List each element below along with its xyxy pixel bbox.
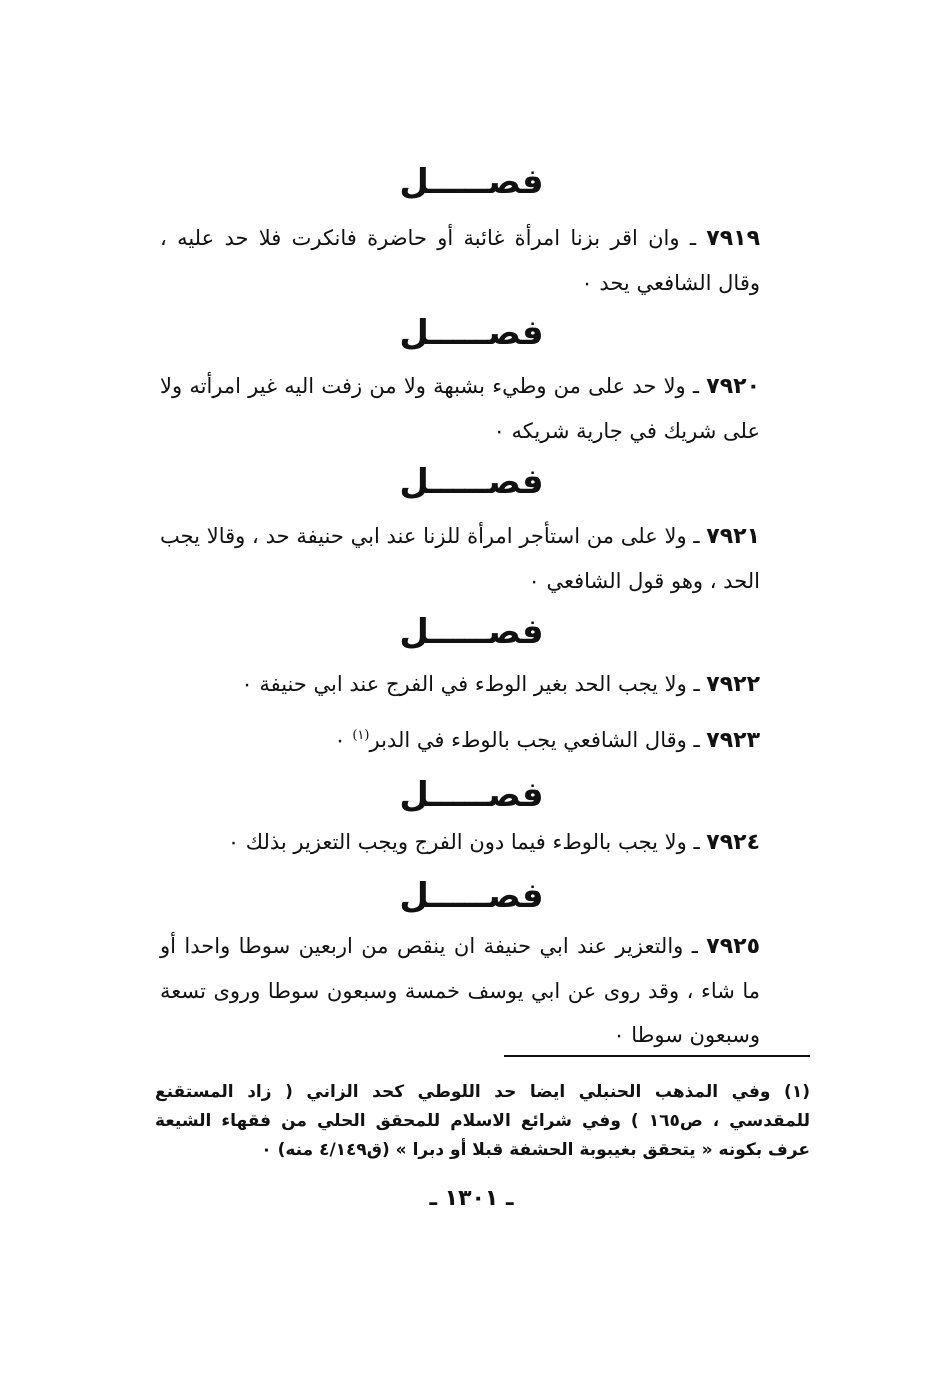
paragraph-text: ـ ولا يجب بالوطء فيما دون الفرج ويجب التعزير بذلك ٠ bbox=[227, 830, 707, 854]
section-heading: فصـــــل bbox=[399, 612, 544, 652]
paragraph-number: ٧٩٢٥ bbox=[706, 934, 760, 959]
footnote: (١) وفي المذهب الحنبلي ايضا حد اللوطي كحد الزاني ( زاد المستقنع للمقدسي ، ص١٦٥ ) وفي شرائع الاسلام للمحقق الحلي من فقهاء الشيعة عرف بكونه « يتحقق بغيبوبة الحشفة قبلا أو دبرا » (ق٤/١٤٩ منه) ٠ bbox=[155, 1082, 811, 1160]
footnote-divider bbox=[504, 1055, 810, 1057]
paragraph-7919 bbox=[160, 216, 760, 305]
paragraph-7925 bbox=[160, 924, 760, 1057]
section-heading: فصـــــل bbox=[399, 162, 544, 202]
paragraph-number: ٧٩١٩ bbox=[706, 226, 760, 251]
paragraph-7921 bbox=[160, 514, 760, 603]
paragraph-7923 bbox=[160, 714, 760, 763]
paragraph-text: ـ والتعزير عند ابي حنيفة ان ينقص من اربعين سوطا واحدا أو ما شاء ، وقد روى عن ابي يوسف خمسة وسبعون سوطا وروى تسعة وسبعون سوطا ٠ bbox=[160, 934, 760, 1047]
paragraph-text: ـ وقال الشافعي يجب بالوطء في الدبر bbox=[369, 728, 707, 752]
paragraph-7924 bbox=[160, 820, 760, 865]
section-heading: فصـــــل bbox=[399, 876, 544, 916]
paragraph-number: ٧٩٢٣ bbox=[706, 728, 760, 753]
paragraph-number: ٧٩٢٢ bbox=[706, 672, 760, 697]
paragraph-number: ٧٩٢٠ bbox=[706, 374, 760, 399]
paragraph-text: ـ ولا يجب الحد بغير الوطء في الفرج عند ابي حنيفة ٠ bbox=[241, 672, 707, 696]
footnote-marker: (١) bbox=[352, 728, 370, 743]
section-heading: فصـــــل bbox=[399, 462, 544, 502]
paragraph-number: ٧٩٢١ bbox=[706, 524, 760, 549]
page-number: ـ ١٣٠١ ـ bbox=[429, 1186, 514, 1211]
paragraph-7922 bbox=[160, 662, 760, 707]
paragraph-text: ـ ولا حد على من وطيء بشبهة ولا من زفت اليه غير امرأته ولا على شريك في جارية شريكه ٠ bbox=[160, 374, 760, 443]
section-heading: فصـــــل bbox=[399, 313, 544, 353]
paragraph-text: ـ ولا على من استأجر امرأة للزنا عند ابي حنيفة حد ، وقالا يجب الحد ، وهو قول الشافعي ٠ bbox=[160, 524, 760, 593]
paragraph-7920 bbox=[160, 364, 760, 453]
paragraph-text: ـ وان اقر بزنا امرأة غائبة أو حاضرة فانكرت فلا حد عليه ، وقال الشافعي يحد ٠ bbox=[160, 226, 760, 295]
paragraph-end-mark: ٠ bbox=[334, 728, 353, 752]
paragraph-number: ٧٩٢٤ bbox=[706, 830, 760, 855]
section-heading: فصـــــل bbox=[399, 775, 544, 815]
